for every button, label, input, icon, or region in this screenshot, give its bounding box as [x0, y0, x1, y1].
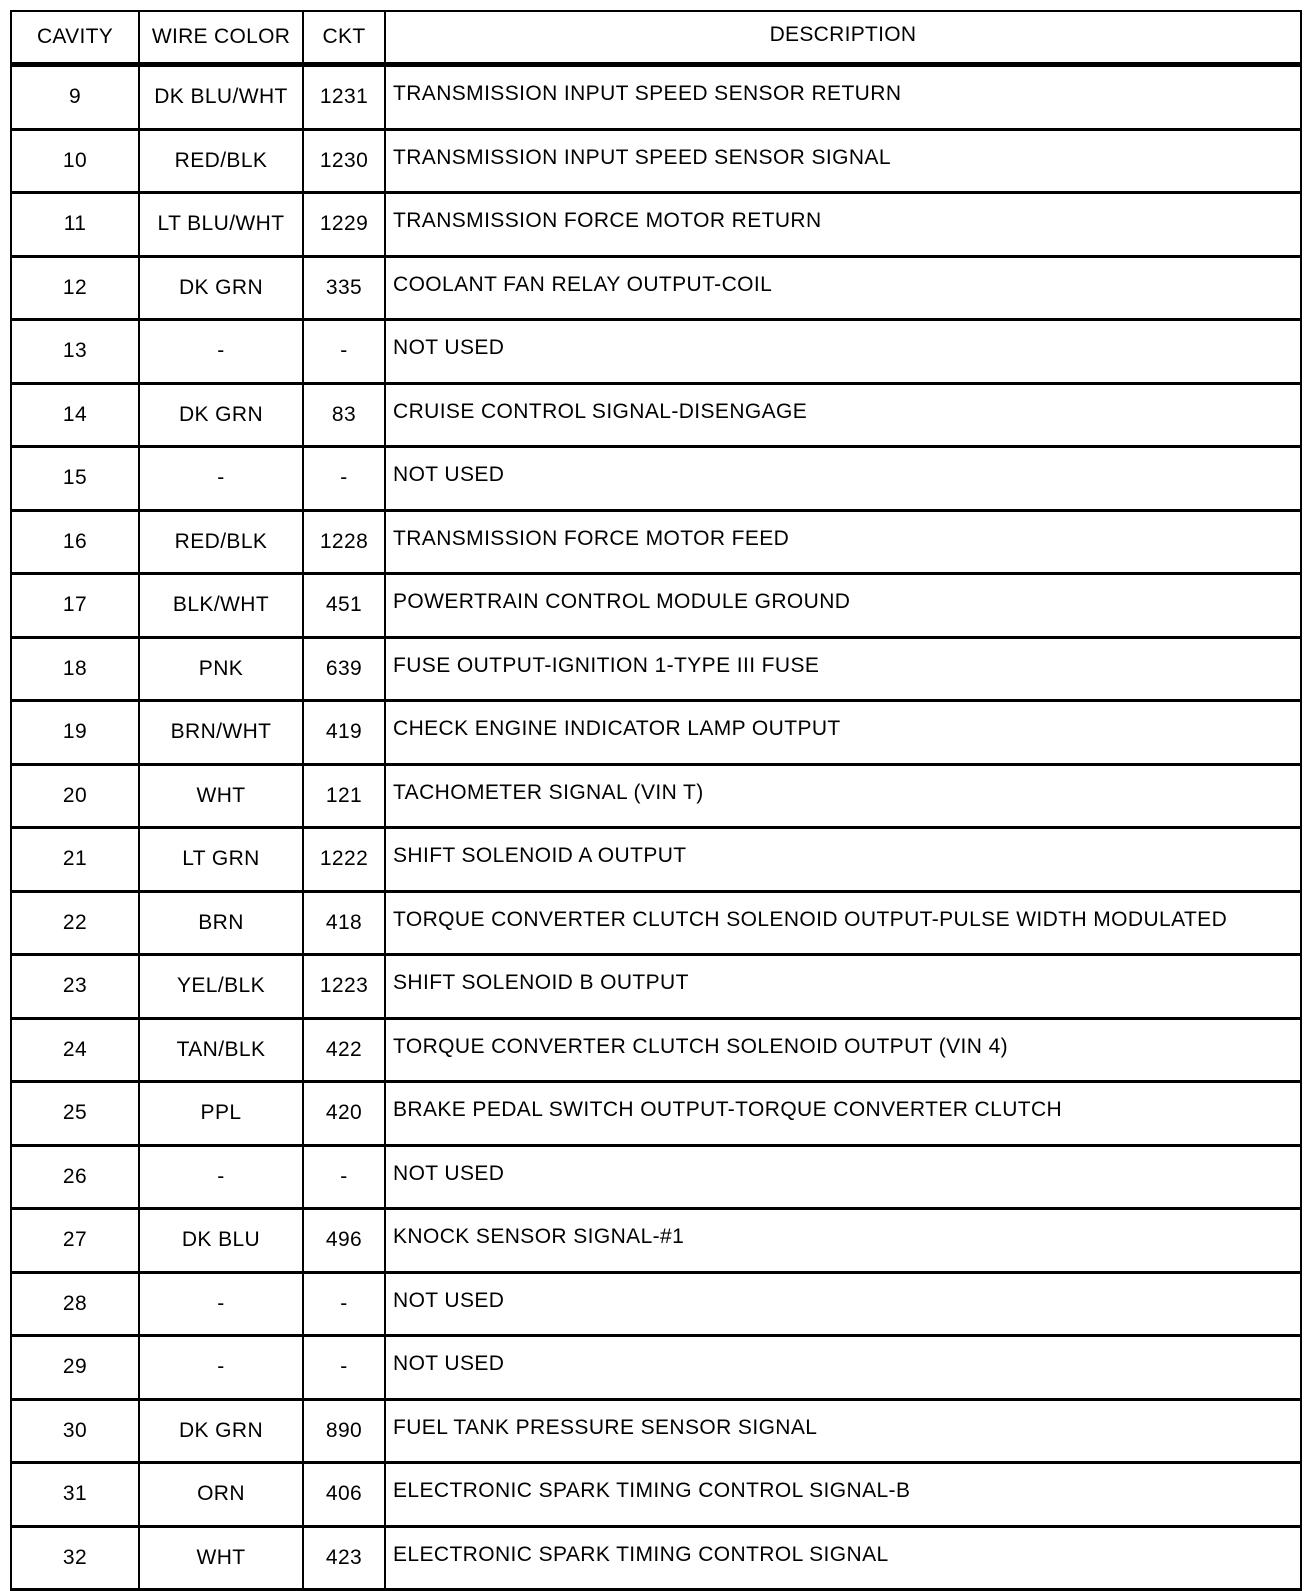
cavity-cell: 10 [11, 129, 139, 193]
description-cell: SHIFT SOLENOID A OUTPUT [385, 828, 1301, 892]
ckt-cell: 423 [303, 1526, 385, 1590]
description-cell: TRANSMISSION INPUT SPEED SENSOR SIGNAL [385, 129, 1301, 193]
description-cell: CHECK ENGINE INDICATOR LAMP OUTPUT [385, 701, 1301, 765]
ckt-cell: - [303, 320, 385, 384]
ckt-cell: 451 [303, 574, 385, 638]
table-row [11, 1526, 1301, 1590]
ckt-cell: 496 [303, 1209, 385, 1273]
description-cell: NOT USED [385, 447, 1301, 511]
ckt-cell: 335 [303, 256, 385, 320]
wire-color-cell: DK GRN [139, 383, 303, 447]
table-header [11, 11, 1301, 65]
wire-color-cell: WHT [139, 764, 303, 828]
cavity-cell: 12 [11, 256, 139, 320]
description-cell: FUSE OUTPUT-IGNITION 1-TYPE III FUSE [385, 637, 1301, 701]
ckt-cell: 1228 [303, 510, 385, 574]
table-row [11, 1463, 1301, 1527]
header-description: DESCRIPTION [385, 11, 1301, 65]
connector-pinout-sheet [10, 10, 1300, 1591]
description-cell: POWERTRAIN CONTROL MODULE GROUND [385, 574, 1301, 638]
description-cell: TRANSMISSION FORCE MOTOR RETURN [385, 193, 1301, 257]
description-cell: TORQUE CONVERTER CLUTCH SOLENOID OUTPUT-PULSE WIDTH MODULATED [385, 891, 1301, 955]
wire-color-cell: DK BLU [139, 1209, 303, 1273]
cavity-cell: 25 [11, 1082, 139, 1146]
ckt-cell: 420 [303, 1082, 385, 1146]
ckt-cell: 639 [303, 637, 385, 701]
ckt-cell: - [303, 1336, 385, 1400]
wire-color-cell: ORN [139, 1463, 303, 1527]
description-cell: COOLANT FAN RELAY OUTPUT-COIL [385, 256, 1301, 320]
connector-pinout-table [10, 10, 1302, 1591]
wire-color-cell: - [139, 320, 303, 384]
cavity-cell: 21 [11, 828, 139, 892]
ckt-cell: 418 [303, 891, 385, 955]
description-cell: NOT USED [385, 1336, 1301, 1400]
wire-color-cell: DK GRN [139, 256, 303, 320]
wire-color-cell: - [139, 1272, 303, 1336]
description-cell: NOT USED [385, 320, 1301, 384]
cavity-cell: 18 [11, 637, 139, 701]
table-row [11, 1145, 1301, 1209]
description-cell: TRANSMISSION INPUT SPEED SENSOR RETURN [385, 65, 1301, 130]
wire-color-cell: PNK [139, 637, 303, 701]
table-body [11, 65, 1301, 1590]
cavity-cell: 16 [11, 510, 139, 574]
cavity-cell: 29 [11, 1336, 139, 1400]
description-cell: KNOCK SENSOR SIGNAL-#1 [385, 1209, 1301, 1273]
table-row [11, 764, 1301, 828]
wire-color-cell: - [139, 447, 303, 511]
table-row [11, 701, 1301, 765]
description-cell: FUEL TANK PRESSURE SENSOR SIGNAL [385, 1399, 1301, 1463]
cavity-cell: 22 [11, 891, 139, 955]
wire-color-cell: LT BLU/WHT [139, 193, 303, 257]
cavity-cell: 23 [11, 955, 139, 1019]
wire-color-cell: PPL [139, 1082, 303, 1146]
wire-color-cell: YEL/BLK [139, 955, 303, 1019]
table-row [11, 1399, 1301, 1463]
wire-color-cell: WHT [139, 1526, 303, 1590]
wire-color-cell: DK BLU/WHT [139, 65, 303, 130]
table-row [11, 891, 1301, 955]
ckt-cell: 406 [303, 1463, 385, 1527]
ckt-cell: - [303, 1272, 385, 1336]
ckt-cell: 121 [303, 764, 385, 828]
description-cell: SHIFT SOLENOID B OUTPUT [385, 955, 1301, 1019]
table-row [11, 447, 1301, 511]
table-row [11, 129, 1301, 193]
table-row [11, 256, 1301, 320]
description-cell: ELECTRONIC SPARK TIMING CONTROL SIGNAL-B [385, 1463, 1301, 1527]
cavity-cell: 19 [11, 701, 139, 765]
table-row [11, 955, 1301, 1019]
table-row [11, 383, 1301, 447]
ckt-cell: 1231 [303, 65, 385, 130]
cavity-cell: 13 [11, 320, 139, 384]
wire-color-cell: LT GRN [139, 828, 303, 892]
table-row [11, 637, 1301, 701]
cavity-cell: 20 [11, 764, 139, 828]
wire-color-cell: BRN [139, 891, 303, 955]
table-row [11, 574, 1301, 638]
table-row [11, 1082, 1301, 1146]
cavity-cell: 32 [11, 1526, 139, 1590]
description-cell: TORQUE CONVERTER CLUTCH SOLENOID OUTPUT (VIN 4) [385, 1018, 1301, 1082]
ckt-cell: - [303, 447, 385, 511]
ckt-cell: 422 [303, 1018, 385, 1082]
description-cell: NOT USED [385, 1145, 1301, 1209]
table-row [11, 193, 1301, 257]
header-cavity: CAVITY [11, 11, 139, 65]
wire-color-cell: BLK/WHT [139, 574, 303, 638]
ckt-cell: - [303, 1145, 385, 1209]
ckt-cell: 1229 [303, 193, 385, 257]
ckt-cell: 419 [303, 701, 385, 765]
cavity-cell: 15 [11, 447, 139, 511]
cavity-cell: 26 [11, 1145, 139, 1209]
cavity-cell: 14 [11, 383, 139, 447]
description-cell: TACHOMETER SIGNAL (VIN T) [385, 764, 1301, 828]
description-cell: ELECTRONIC SPARK TIMING CONTROL SIGNAL [385, 1526, 1301, 1590]
ckt-cell: 83 [303, 383, 385, 447]
cavity-cell: 11 [11, 193, 139, 257]
description-cell: CRUISE CONTROL SIGNAL-DISENGAGE [385, 383, 1301, 447]
header-ckt: CKT [303, 11, 385, 65]
table-row [11, 1272, 1301, 1336]
cavity-cell: 17 [11, 574, 139, 638]
wire-color-cell: - [139, 1336, 303, 1400]
ckt-cell: 1230 [303, 129, 385, 193]
ckt-cell: 890 [303, 1399, 385, 1463]
table-row [11, 1209, 1301, 1273]
table-row [11, 320, 1301, 384]
table-row [11, 65, 1301, 130]
cavity-cell: 24 [11, 1018, 139, 1082]
wire-color-cell: DK GRN [139, 1399, 303, 1463]
description-cell: TRANSMISSION FORCE MOTOR FEED [385, 510, 1301, 574]
ckt-cell: 1222 [303, 828, 385, 892]
table-row [11, 510, 1301, 574]
cavity-cell: 9 [11, 65, 139, 130]
description-cell: BRAKE PEDAL SWITCH OUTPUT-TORQUE CONVERTER CLUTCH [385, 1082, 1301, 1146]
cavity-cell: 31 [11, 1463, 139, 1527]
cavity-cell: 27 [11, 1209, 139, 1273]
table-row [11, 1018, 1301, 1082]
ckt-cell: 1223 [303, 955, 385, 1019]
wire-color-cell: RED/BLK [139, 510, 303, 574]
wire-color-cell: TAN/BLK [139, 1018, 303, 1082]
cavity-cell: 28 [11, 1272, 139, 1336]
description-cell: NOT USED [385, 1272, 1301, 1336]
wire-color-cell: - [139, 1145, 303, 1209]
table-row [11, 828, 1301, 892]
header-wire-color: WIRE COLOR [139, 11, 303, 65]
wire-color-cell: BRN/WHT [139, 701, 303, 765]
header-row [11, 11, 1301, 65]
cavity-cell: 30 [11, 1399, 139, 1463]
wire-color-cell: RED/BLK [139, 129, 303, 193]
table-row [11, 1336, 1301, 1400]
